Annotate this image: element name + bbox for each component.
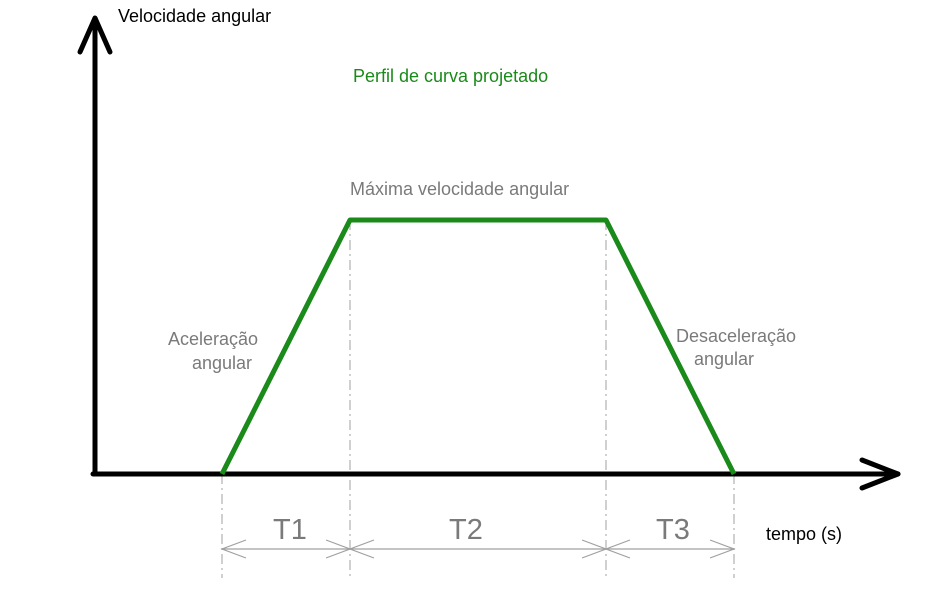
y-axis-label: Velocidade angular [118,6,272,26]
deceleration-label-line1: Desaceleração [676,326,797,346]
interval-label-t1: T1 [273,514,307,546]
acceleration-label-line1: Aceleração [168,329,259,349]
velocity-profile-curve [222,220,734,474]
plateau-label: Máxima velocidade angular [350,179,570,199]
acceleration-label-line2: angular [192,353,253,373]
x-axis-label: tempo (s) [766,524,843,544]
axes [80,18,898,488]
interval-label-t3: T3 [656,514,690,546]
deceleration-label-line2: angular [694,349,755,369]
interval-label-t2: T2 [449,514,483,546]
diagram-title: Perfil de curva projetado [353,66,549,86]
